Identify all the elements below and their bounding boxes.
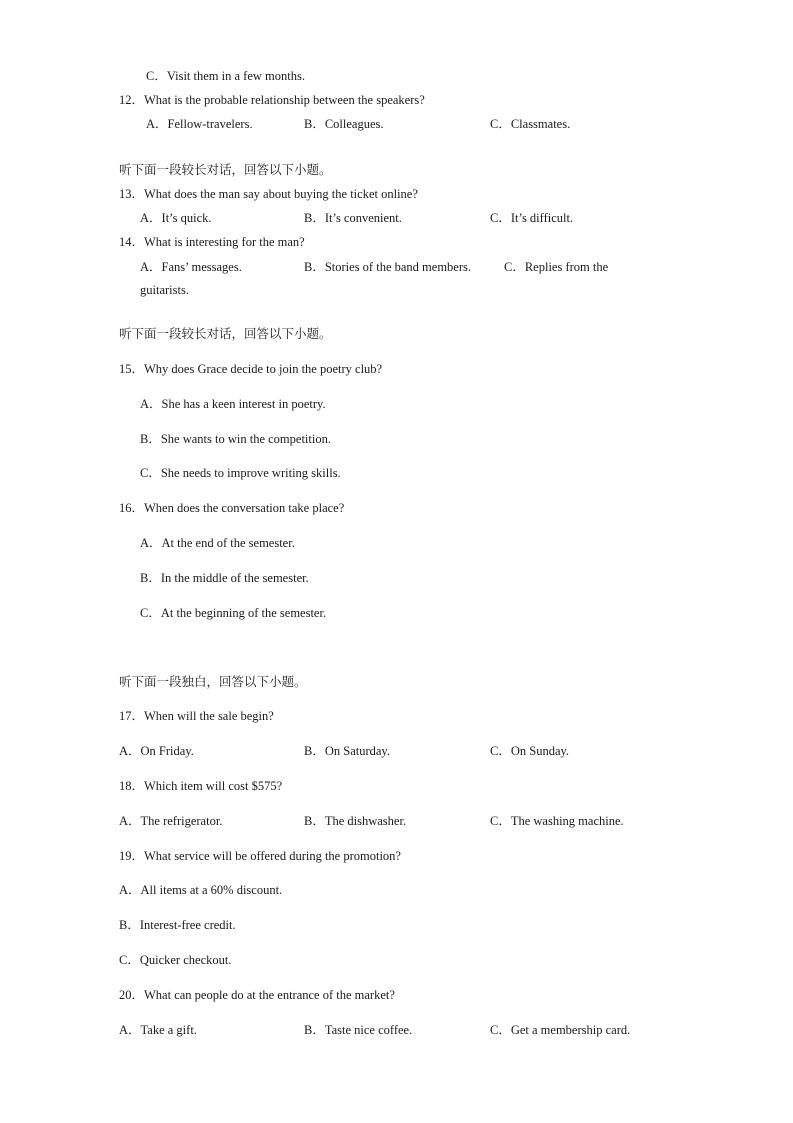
q20-option-a: A．Take a gift. [119,1023,197,1037]
q19-option-b: B．Interest-free credit. [119,918,236,932]
q18-stem: 18．Which item will cost $575? [119,779,283,793]
q19-option-c: C．Quicker checkout. [119,953,232,967]
q12-option-a: A．Fellow-travelers. [146,117,253,131]
q20-stem: 20．What can people do at the entrance of the market? [119,988,395,1002]
q14-option-c: C．Replies from the [504,260,609,274]
q20-option-c: C．Get a membership card. [490,1023,631,1037]
q14-option-c-continuation: guitarists. [140,283,189,297]
q20-option-b: B．Taste nice coffee. [304,1023,413,1037]
q12-option-c: C．Classmates. [490,117,571,131]
q14-option-a: A．Fans’ messages. [140,260,242,274]
q13-option-c: C．It’s difficult. [490,211,574,225]
section-heading-2: 听下面一段较长对话，回答以下小题。 [119,326,332,341]
section-heading-3: 听下面一段独白，回答以下小题。 [119,674,307,689]
q17-stem: 17．When will the sale begin? [119,709,274,723]
q12-stem: 12．What is the probable relationship between the speakers? [119,93,425,107]
q13-option-b: B．It’s convenient. [304,211,402,225]
q17-option-b: B．On Saturday. [304,744,390,758]
q12-option-b: B．Colleagues. [304,117,384,131]
q18-option-c: C．The washing machine. [490,814,624,828]
q16-option-a: A．At the end of the semester. [140,536,295,550]
q13-option-a: A．It’s quick. [140,211,212,225]
section-heading-1: 听下面一段较长对话，回答以下小题。 [119,162,332,177]
q19-stem: 19．What service will be offered during the promotion? [119,849,401,863]
q14-stem: 14．What is interesting for the man? [119,235,305,249]
q15-stem: 15．Why does Grace decide to join the poetry club? [119,362,383,376]
q16-option-c: C．At the beginning of the semester. [140,606,327,620]
q17-option-c: C．On Sunday. [490,744,570,758]
q16-stem: 16．When does the conversation take place? [119,501,345,515]
q16-option-b: B．In the middle of the semester. [140,571,309,585]
q18-option-a: A．The refrigerator. [119,814,223,828]
q15-option-a: A．She has a keen interest in poetry. [140,397,326,411]
q14-option-b: B．Stories of the band members. [304,260,471,274]
q18-option-b: B．The dishwasher. [304,814,407,828]
q13-stem: 13．What does the man say about buying the ticket online? [119,187,418,201]
q17-option-a: A．On Friday. [119,744,194,758]
q19-option-a: A．All items at a 60% discount. [119,883,283,897]
q15-option-b: B．She wants to win the competition. [140,432,331,446]
q15-option-c: C．She needs to improve writing skills. [140,466,341,480]
q11-option-c: C．Visit them in a few months. [146,69,305,83]
